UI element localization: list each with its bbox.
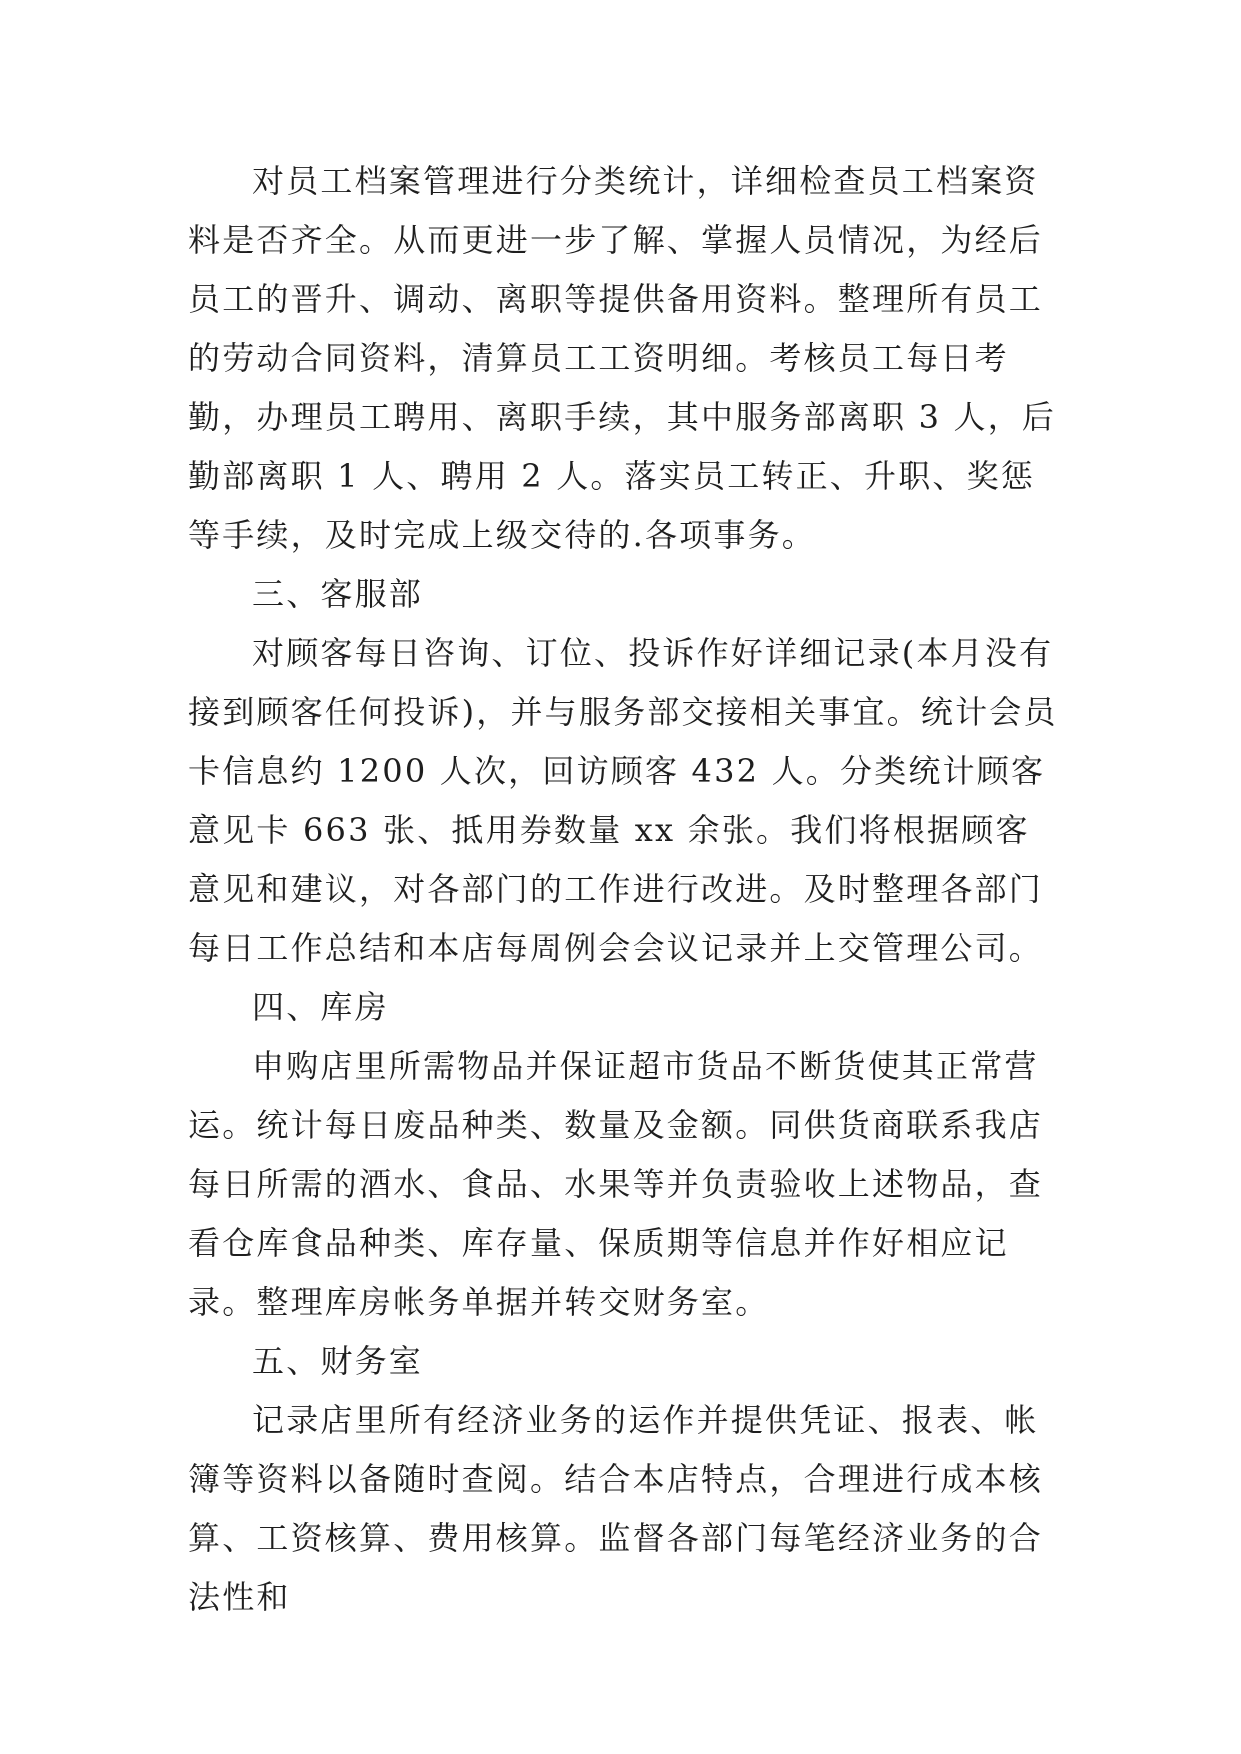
section-heading-customer-service: 三、客服部: [252, 575, 424, 613]
paragraph-customer-service: 对顾客每日咨询、订位、投诉作好详细记录(本月没有接到顾客任何投诉)，并与服务部交接相关事宜。统计会员卡信息约 1200 人次，回访顾客 432 人。分类统计顾客意见卡 663 张、抵用券数量 xx 余张。我们将根据顾客意见和建议，对各部门的工作进行改进。及时整理各部门每日工作总结和本店每周例会会议记录并上交管理公司。: [188, 634, 1058, 967]
paragraph-hr-records: 对员工档案管理进行分类统计，详细检查员工档案资料是否齐全。从而更进一步了解、掌握人员情况，为经后员工的晋升、调动、离职等提供备用资料。整理所有员工的劳动合同资料，清算员工工资明细。考核员工每日考勤，办理员工聘用、离职手续，其中服务部离职 3 人，后勤部离职 1 人、聘用 2 人。落实员工转正、升职、奖惩等手续，及时完成上级交待的.各项事务。: [188, 162, 1057, 554]
document-body: [188, 152, 1063, 1627]
section-heading-warehouse: 四、库房: [252, 988, 389, 1026]
paragraph-warehouse: 申购店里所需物品并保证超市货品不断货使其正常营运。统计每日废品种类、数量及金额。同供货商联系我店每日所需的酒水、食品、水果等并负责验收上述物品，查看仓库食品种类、库存量、保质期等信息并作好相应记录。整理库房帐务单据并转交财务室。: [188, 1047, 1044, 1321]
paragraph-finance: 记录店里所有经济业务的运作并提供凭证、报表、帐簿等资料以备随时查阅。结合本店特点，合理进行成本核算、工资核算、费用核算。监督各部门每笔经济业务的合法性和: [188, 1401, 1044, 1616]
section-heading-finance: 五、财务室: [252, 1342, 424, 1380]
